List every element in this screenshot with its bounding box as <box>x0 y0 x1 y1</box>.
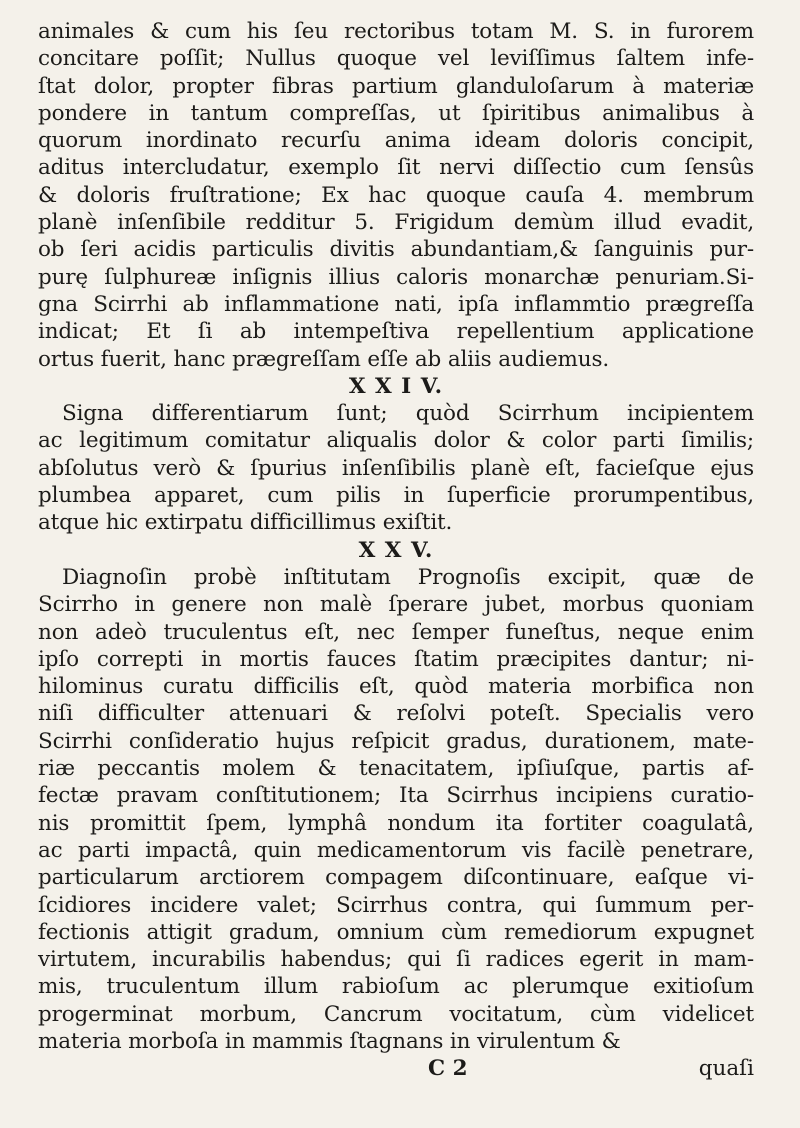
text-line: nis promittit ſpem, lymphâ nondum ita fortiter coagulatâ, <box>38 810 754 836</box>
text-line: & doloris fruſtratione; Ex hac quoque cauſa 4. membrum <box>38 182 754 208</box>
page-footer <box>38 1055 754 1082</box>
text-line: concitare poſſit; Nullus quoque vel leviſſimus ſaltem infe- <box>38 46 754 72</box>
text-line: ipſo correpti in mortis fauces ſtatim præcipites dantur; ni- <box>38 646 754 672</box>
text-line: niſi difficulter attenuari & reſolvi poteſt. Specialis vero <box>38 701 754 727</box>
text-line: planè inſenſibile redditur 5. Frigidum demùm illud evadit, <box>38 210 754 236</box>
text-line: animales & cum his ſeu rectoribus totam M. S. in furorem <box>38 19 754 44</box>
text-line: ob ſeri acidis particulis divitis abundantiam,& ſanguinis pur- <box>38 237 754 263</box>
section-heading-xxv: X X V. <box>358 537 434 563</box>
text-line: pondere in tantum compreſſas, ut ſpiritibus animalibus à <box>38 100 754 126</box>
text-line: ſcidiores incidere valet; Scirrhus contra, qui ſummum per- <box>38 892 754 918</box>
text-block-section-xxv <box>38 564 754 1055</box>
text-line: ſtat dolor, propter fibras partium glanduloſarum à materiæ <box>38 73 754 99</box>
text-block-section-xxiv <box>38 400 754 536</box>
text-line: Scirrhi conſideratio hujus reſpicit gradus, durationem, mate- <box>38 728 754 754</box>
text-line: Diagnoſin probè inſtitutam Prognoſis excipit, quæ de <box>62 564 754 590</box>
signature-mark: C 2 <box>428 1056 468 1082</box>
text-line: virtutem, incurabilis habendus; qui ſi radices egerit in mam- <box>38 947 754 973</box>
text-line: ac parti impactâ, quin medicamentorum vis facilè penetrare, <box>38 837 754 863</box>
text-line: progerminat morbum, Cancrum vocitatum, cùm videlicet <box>38 1001 754 1027</box>
text-line: ortus fuerit, hanc prægreſſam eſſe ab aliis audiemus. <box>38 346 610 372</box>
text-line: ac legitimum comitatur aliqualis dolor & color parti ſimilis; <box>38 428 754 454</box>
text-line: Scirrho in genere non malè ſperare jubet, morbus quoniam <box>38 592 754 618</box>
catchword: quaſi <box>698 1056 754 1082</box>
text-line: mis, truculentum illum rabioſum ac plerumque exitioſum <box>38 974 754 1000</box>
text-line: particularum arctiorem compagem diſcontinuare, eaſque vi- <box>38 865 754 891</box>
text-line: indicat; Et ſi ab intempeſtiva repellentium applicatione <box>38 319 754 345</box>
text-line: aditus intercludatur, exemplo ſit nervi diſſectio cum ſensûs <box>38 155 754 181</box>
text-line: hilominus curatu difficilis eſt, quòd materia morbifica non <box>38 674 754 700</box>
text-line: purę ſulphureæ inſignis illius caloris monarchæ penuriam.Si- <box>38 264 754 290</box>
text-line: abſolutus verò & ſpurius inſenſibilis planè eſt, facieſque ejus <box>38 455 754 481</box>
text-line: fectæ pravam conſtitutionem; Ita Scirrhus incipiens curatio- <box>38 783 754 809</box>
text-line: gna Scirrhi ab inflammatione nati, ipſa inflammtio prægreſſa <box>38 291 754 317</box>
text-line: atque hic extirpatu difficillimus exiſtit. <box>38 510 453 536</box>
text-line: non adeò truculentus eſt, nec ſemper funeſtus, neque enim <box>38 619 754 645</box>
text-line: quorum inordinato recurſu anima ideam doloris concipit, <box>38 128 754 154</box>
text-line: Signa differentiarum ſunt; quòd Scirrhum incipientem <box>62 401 754 427</box>
text-line: materia morboſa in mammis ſtagnans in virulentum & <box>38 1028 621 1054</box>
section-heading-xxiv: X X I V. <box>348 373 444 399</box>
text-line: riæ peccantis molem & tenacitatem, ipſiuſque, partis af- <box>38 756 754 782</box>
text-line: fectionis attigit gradum, omnium cùm remediorum expugnet <box>38 919 754 945</box>
text-block-continuation <box>38 18 754 373</box>
text-line: plumbea apparet, cum pilis in ſuperficie prorumpentibus, <box>38 483 754 509</box>
